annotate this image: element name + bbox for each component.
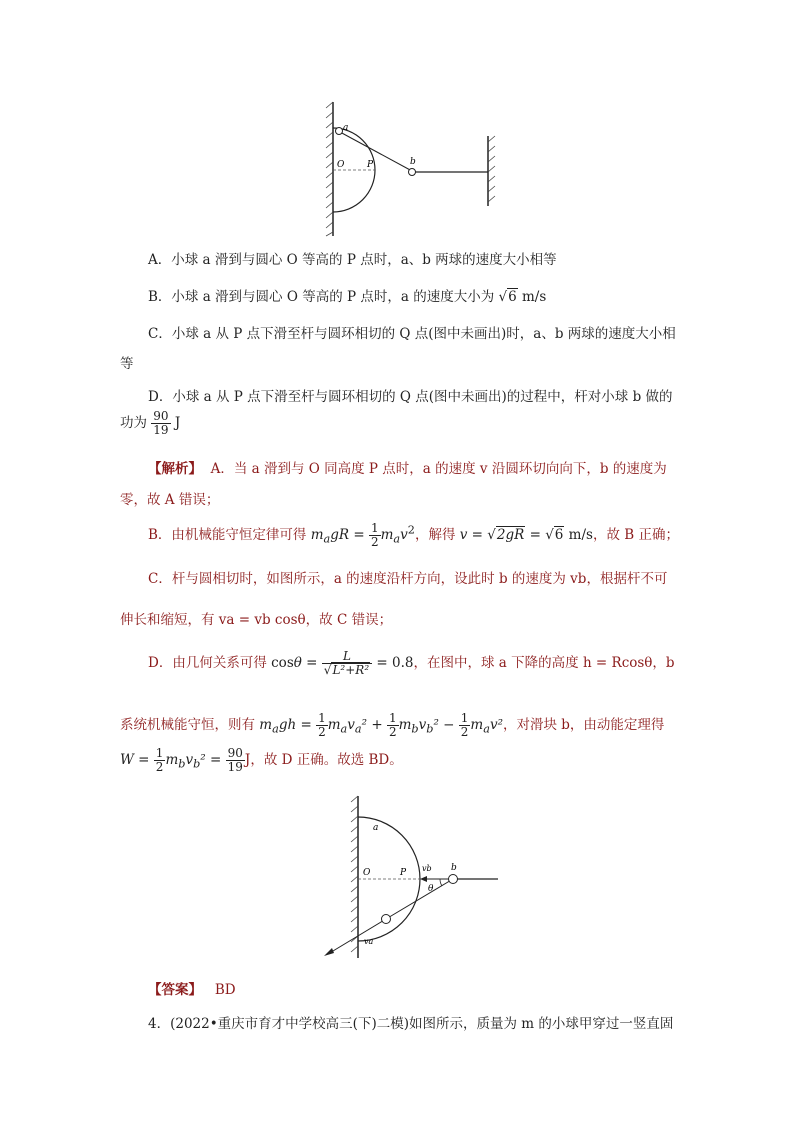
option-d-text: 功为: [120, 415, 147, 431]
answer-tag: 【答案】: [148, 982, 202, 998]
analysis-d-line3: W = $\frac{1}{2}$ $m_bv_b^2$ = $\frac{90}{19}$ J，故 D 正确。故选 BD。: [120, 746, 403, 774]
analysis-tag: 【解析】: [148, 461, 202, 477]
fig2-label-a: a: [373, 823, 379, 833]
option-b-unit: m/s: [517, 289, 547, 305]
fig2-label-vb: vb: [422, 864, 432, 873]
option-c-line1: C．小球 a 从 P 点下滑至杆与圆环相切的 Q 点(图中未画出)时，a、b 两球的速度大小相: [148, 326, 676, 342]
option-d-line1: D．小球 a 从 P 点下滑至杆与圆环相切的 Q 点(图中未画出)的过程中，杆对小球 b 做的: [148, 389, 673, 405]
label-P: P: [367, 160, 374, 170]
fig2-label-b: b: [451, 863, 457, 873]
option-d-unit: J: [174, 415, 181, 431]
fig2-label-theta: θ: [428, 884, 434, 894]
option-b: B．小球 a 滑到与圆心 O 等高的 P 点时，a 的速度大小为 √6 m/s: [148, 289, 547, 305]
answer-value: BD: [214, 982, 236, 998]
option-a: A．小球 a 滑到与圆心 O 等高的 P 点时，a、b 两球的速度大小相等: [148, 252, 557, 268]
analysis-b: B．由机械能守恒定律可得 $m_agR$ = $\frac{1}{2}$ $m_av^2$，解得 v = √2gR = √6 m/s，故 B 正确；: [148, 521, 679, 549]
fig2-label-va: va: [364, 937, 374, 946]
label-O: O: [337, 160, 345, 170]
analysis-a-line1: 【解析】 A．当 a 滑到与 O 同高度 P 点时，a 的速度 v 沿圆环切向向下，b 的速度为: [148, 461, 667, 477]
fig2-label-P: P: [400, 868, 407, 878]
option-b-value: 6: [508, 289, 517, 305]
figure-2: [318, 792, 508, 964]
analysis-c-line2: 伸长和缩短，有 va = vb cosθ，故 C 错误；: [120, 612, 393, 628]
question-4: 4．(2022•重庆市育才中学校高三(下)二模)如图所示，质量为 m 的小球甲穿过一竖直固: [148, 1016, 674, 1032]
figure-1: [318, 98, 508, 240]
option-c-line2: 等: [120, 356, 134, 372]
label-a: a: [343, 123, 349, 133]
option-b-text: B．小球 a 滑到与圆心 O 等高的 P 点时，a 的速度大小为: [148, 289, 495, 305]
option-d-fraction: $\frac{90}{19}$: [153, 409, 169, 437]
fig2-label-O: O: [363, 868, 371, 878]
analysis-d-line2: 系统机械能守恒，则有 $m_agh$ = $\frac{1}{2}$ $m_av_a^2$ + $\frac{1}{2}$ $m_bv_b^2$ − $\frac{1}{2}$ $m_av^2$，对滑块 b，由动能定理得: [120, 711, 665, 739]
analysis-c-line1: C．杆与圆相切时，如图所示，a 的速度沿杆方向，设此时 b 的速度为 vb，根据杆不可: [148, 571, 668, 587]
label-b: b: [410, 157, 416, 167]
analysis-a-line2: 零，故 A 错误；: [120, 492, 220, 508]
answer-line: [148, 978, 236, 998]
option-d-line2: [120, 410, 180, 437]
analysis-d-line1: D．由几何关系可得 cosθ = $\frac{L}{\text{√L²+R²}}$ = 0.8，在图中，球 a 下降的高度 h = Rcosθ，b: [148, 649, 675, 677]
